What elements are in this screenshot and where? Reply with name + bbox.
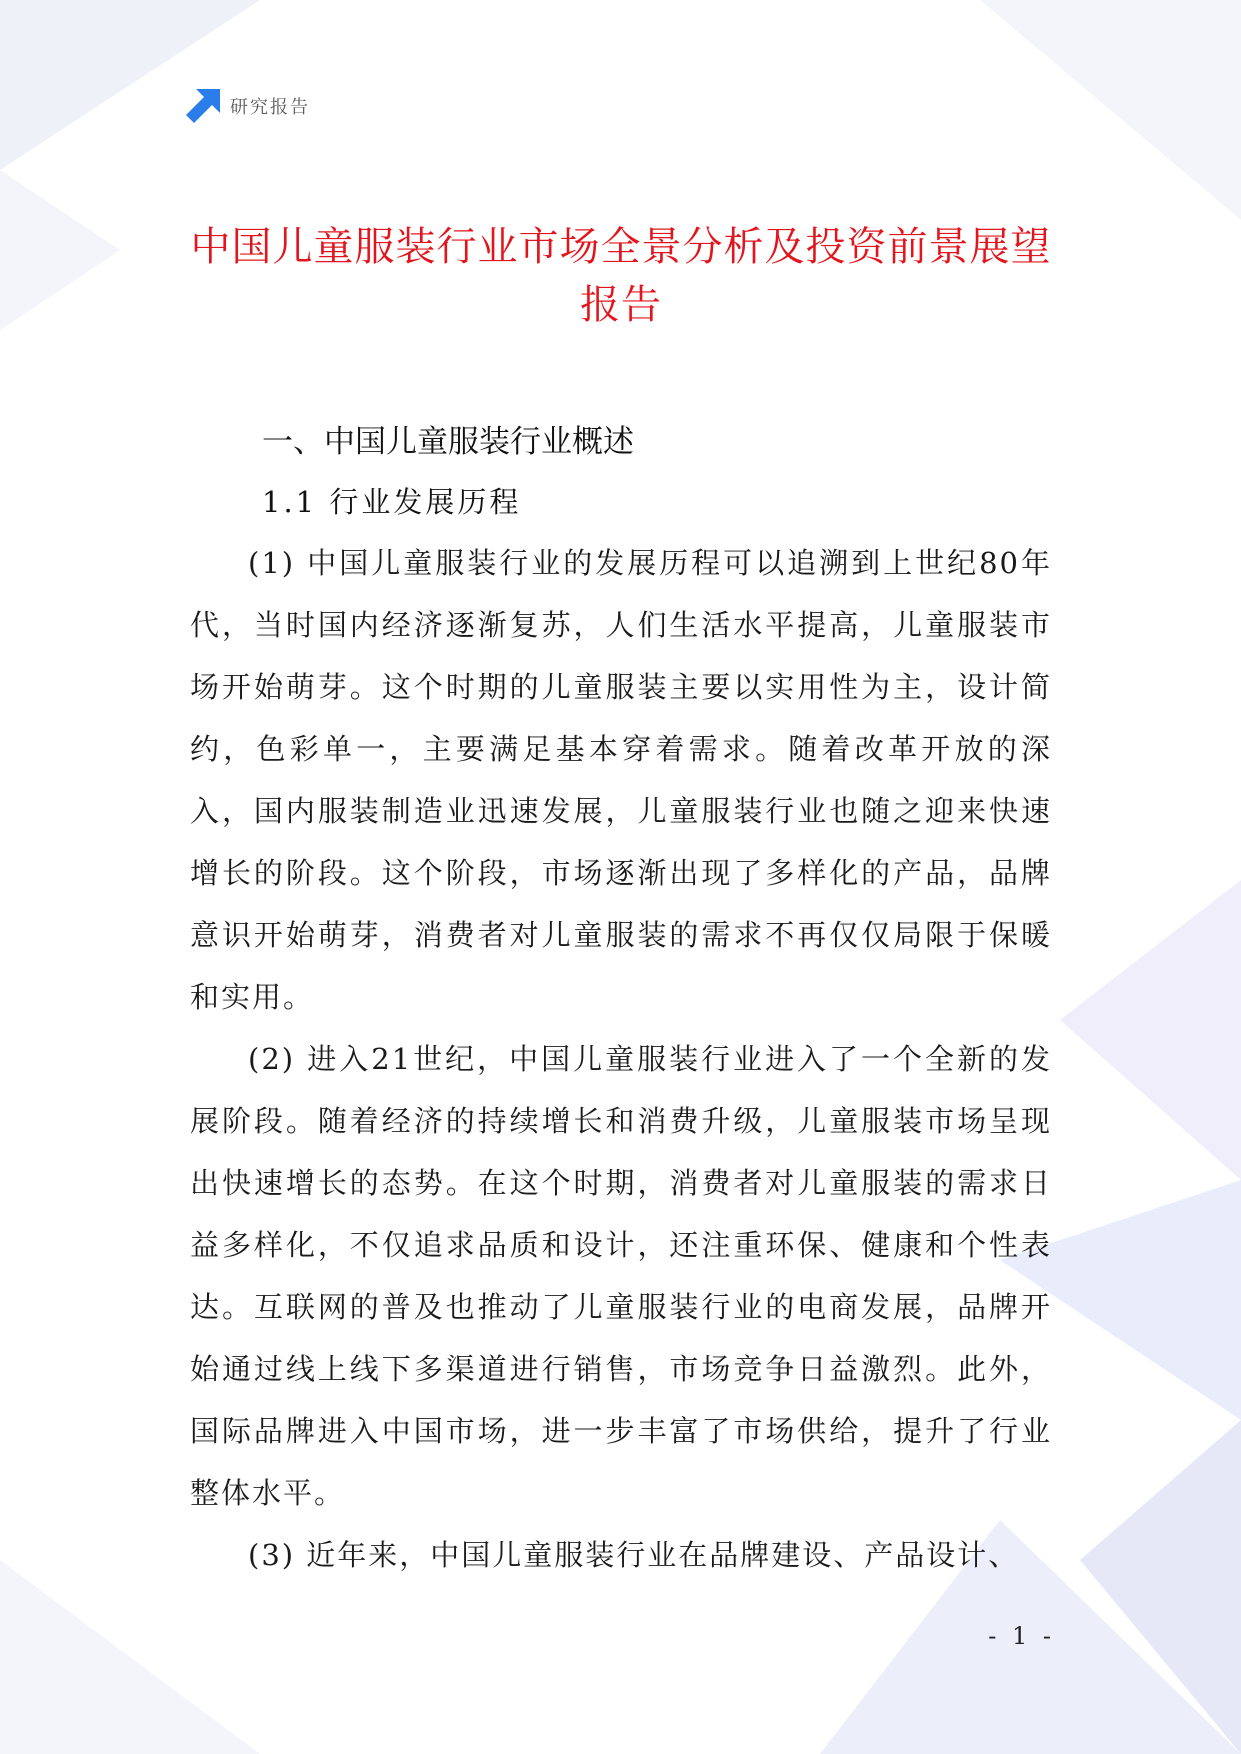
paragraph-1: (1) 中国儿童服装行业的发展历程可以追溯到上世纪80年代，当时国内经济逐渐复苏，人们生活水平提高，儿童服装市场开始萌芽。这个时期的儿童服装主要以实用性为主，设计简约，色彩单一，主要满足基本穿着需求。随着改革开放的深入，国内服装制造业迅速发展，儿童服装行业也随之迎来快速增长的阶段。这个阶段，市场逐渐出现了多样化的产品，品牌意识开始萌芽，消费者对儿童服装的需求不再仅仅局限于保暖和实用。 bbox=[190, 546, 1052, 1014]
arrow-up-right-icon bbox=[186, 89, 220, 123]
paragraph-3: (3) 近年来，中国儿童服装行业在品牌建设、产品设计、 bbox=[248, 1538, 1020, 1572]
report-title: 中国儿童服装行业市场全景分析及投资前景展望报告 bbox=[190, 224, 1052, 328]
body-text bbox=[190, 532, 1052, 1586]
subsection-heading: 1.1 行业发展历程 bbox=[262, 485, 522, 519]
paragraph-2: (2) 进入21世纪，中国儿童服装行业进入了一个全新的发展阶段。随着经济的持续增长和消费升级，儿童服装市场呈现出快速增长的态势。在这个时期，消费者对儿童服装的需求日益多样化，不仅追求品质和设计，还注重环保、健康和个性表达。互联网的普及也推动了儿童服装行业的电商发展，品牌开始通过线上线下多渠道进行销售，市场竞争日益激烈。此外，国际品牌进入中国市场，进一步丰富了市场供给，提升了行业整体水平。 bbox=[190, 1042, 1052, 1510]
header-label: 研究报告 bbox=[230, 97, 310, 118]
section-heading: 一、中国儿童服装行业概述 bbox=[262, 424, 634, 460]
report-header bbox=[186, 88, 310, 124]
page-number: - 1 - bbox=[988, 1622, 1055, 1650]
